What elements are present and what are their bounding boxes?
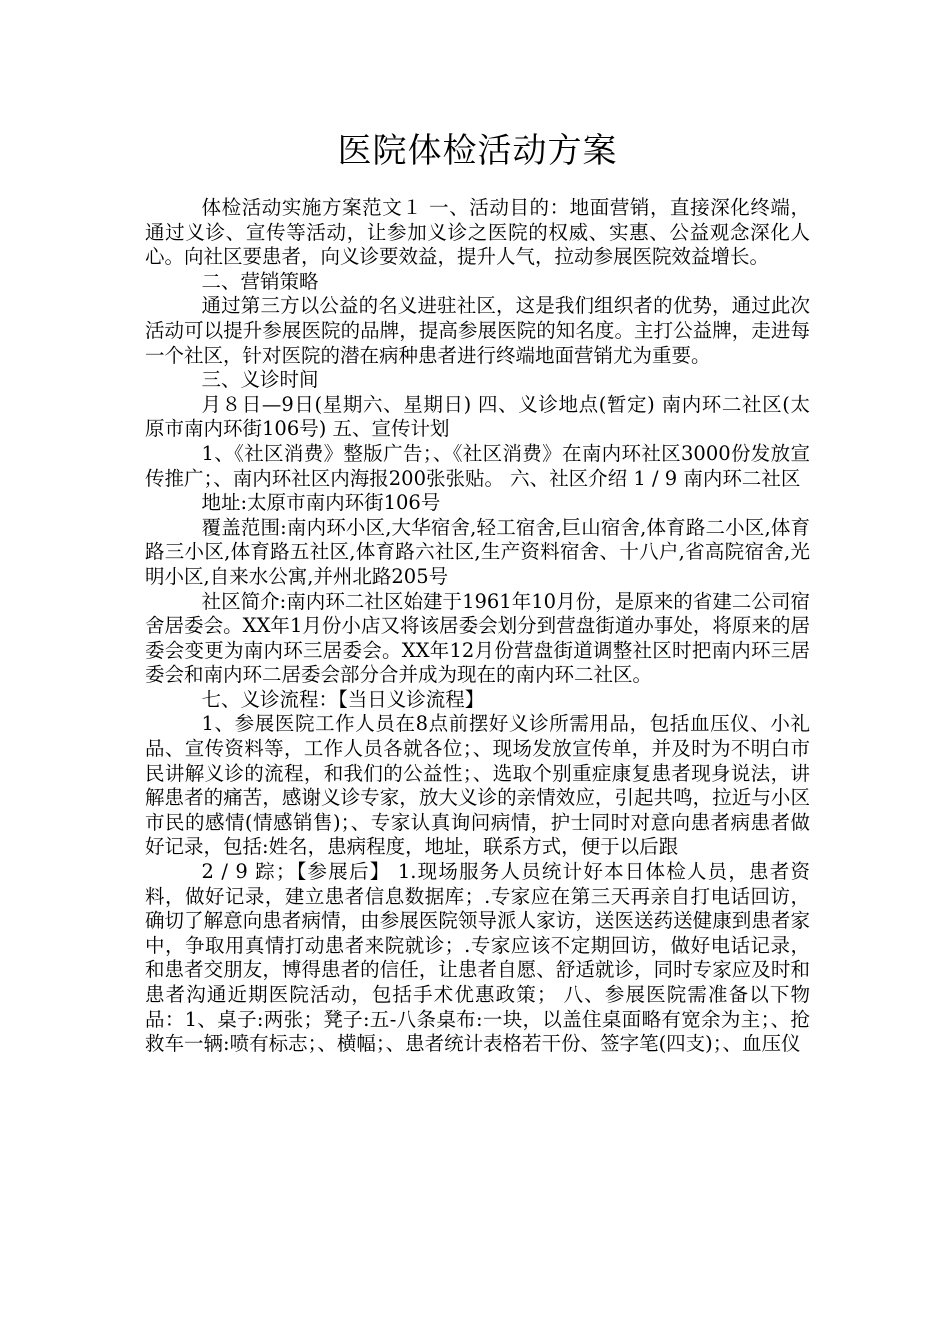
paragraph-promotion-plan: 1、《社区消费》整版广告；、《社区消费》在南内环社区3000份发放宣传推广；、南内环社区内海报200张张贴。 六、社区介绍 1 / 9 南内环二社区	[145, 441, 810, 490]
paragraph-time-location: 月８日—9日(星期六、星期日) 四、义诊地点(暂定) 南内环二社区(太原市南内环街106号) 五、宣传计划	[145, 392, 810, 441]
document-title: 医院体检活动方案	[337, 131, 618, 171]
document-body	[145, 196, 810, 1057]
paragraph-day-process: 1、参展医院工作人员在8点前摆好义诊所需用品，包括血压仪、小礼品、宣传资料等，工作人员各就各位；、现场发放宣传单，并及时为不明白市民讲解义诊的流程，和我们的公益性；、选取个别重症康复患者现身说法，讲解患者的痛苦，感谢义诊专家，放大义诊的亲情效应，引起共鸣，拉近与小区市民的感情(情感销售)；、专家认真询问病情，护士同时对意向患者病患者做好记录，包括:姓名，患病程度，地址，联系方式，便于以后跟	[145, 712, 810, 859]
paragraph-activity-purpose: 体检活动实施方案范文１ 一、活动目的：地面营销，直接深化终端，通过义诊、宣传等活动，让参加义诊之医院的权威、实惠、公益观念深化人心。向社区要患者，向义诊要效益，提升人气，拉动参展医院效益增长。	[145, 196, 810, 269]
paragraph-address: 地址:太原市南内环街106号	[201, 491, 441, 515]
paragraph-marketing-strategy: 通过第三方以公益的名义进驻社区，这是我们组织者的优势，通过此次活动可以提升参展医院的品牌，提高参展医院的知名度。主打公益牌，走进每一个社区，针对医院的潜在病种患者进行终端地面营销尤为重要。	[145, 294, 810, 367]
paragraph-coverage: 覆盖范围:南内环小区,大华宿舍,轻工宿舍,巨山宿舍,体育路二小区,体育路三小区,体育路五社区,体育路六社区,生产资料宿舍、十八户,省高院宿舍,光明小区,自来水公寓,并州北路205号	[145, 515, 810, 588]
heading-clinic-time: 三、义诊时间	[201, 368, 319, 392]
heading-clinic-process: 七、义诊流程：【当日义诊流程】	[201, 687, 485, 711]
paragraph-community-intro: 社区简介:南内环二社区始建于1961年10月份，是原来的省建二公司宿舍居委会。XX年1月份小店又将该居委会划分到营盘街道办事处，将原来的居委会变更为南内环三居委会。XX年12月份营盘街道调整社区时把南内环三居委会和南内环二居委会部分合并成为现在的南内环二社区。	[145, 589, 810, 687]
document-page	[145, 128, 810, 1057]
heading-marketing-strategy: 二、营销策略	[201, 269, 319, 293]
paragraph-follow-up: 2 / 9 踪；【参展后】 1.现场服务人员统计好本日体检人员，患者资料，做好记录，建立患者信息数据库；.专家应在第三天再亲自打电话回访，确切了解意向患者病情，由参展医院领导派人家访，送医送药送健康到患者家中，争取用真情打动患者来院就诊；.专家应该不定期回访，做好电话记录，和患者交朋友，博得患者的信任，让患者自愿、舒适就诊，同时专家应及时和患者沟通近期医院活动，包括手术优惠政策； 八、参展医院需准备以下物品：1、桌子:两张；凳子:五-八条桌布:一块，以盖住桌面略有宽余为主；、抢救车一辆:喷有标志；、横幅；、患者统计表格若干份、签字笔(四支)；、血压仪	[145, 860, 810, 1056]
